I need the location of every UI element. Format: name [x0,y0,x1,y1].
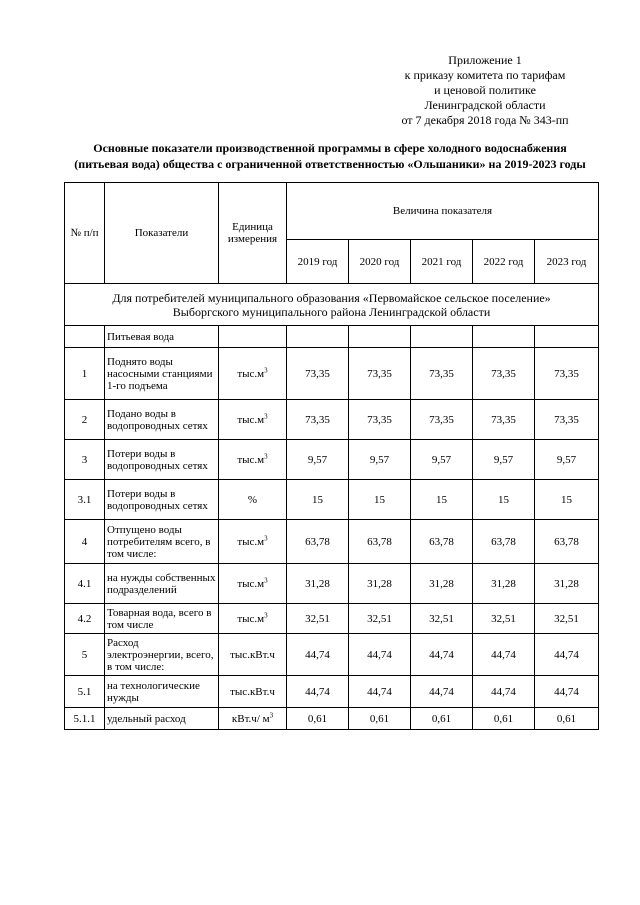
table-row [65,520,599,564]
appendix-line: к приказу комитета по тарифам [404,68,566,82]
value-cell: 31,28 [535,564,599,604]
row-unit [219,480,287,520]
value-cell: 73,35 [535,400,599,440]
row-unit [219,348,287,400]
col-header-indicator: Показатели [105,183,219,284]
year-header: 2021 год [411,240,473,284]
value-cell: 63,78 [287,520,349,564]
table-cell [473,326,535,348]
row-indicator: Подано воды в водопроводных сетях [105,400,219,440]
year-header: 2023 год [535,240,599,284]
unit-text: тыс.м [237,367,265,380]
unit-text: тыс.м [237,612,265,625]
row-number: 5.1 [65,676,105,708]
table-row [65,348,599,400]
unit-exponent: 3 [264,365,268,374]
value-cell: 0,61 [535,708,599,730]
value-cell: 73,35 [473,400,535,440]
table-cell [411,326,473,348]
year-header: 2019 год [287,240,349,284]
table-row [65,676,599,708]
value-cell: 0,61 [473,708,535,730]
unit-exponent: 3 [264,610,268,619]
value-cell: 31,28 [349,564,411,604]
value-cell: 44,74 [473,676,535,708]
table-row [65,400,599,440]
row-unit [219,604,287,634]
value-cell: 9,57 [411,440,473,480]
row-unit [219,520,287,564]
value-cell: 73,35 [535,348,599,400]
row-indicator: на нужды собственных подразделений [105,564,219,604]
value-cell: 44,74 [287,634,349,676]
row-indicator: Потери воды в водопроводных сетях [105,440,219,480]
value-cell: 44,74 [473,634,535,676]
section-line-2: Выборгского муниципального района Ленинградской области [172,304,491,319]
table-cell [65,326,105,348]
table-row [65,634,599,676]
unit-text: тыс.м [237,535,265,548]
value-cell: 44,74 [287,676,349,708]
value-cell: 63,78 [535,520,599,564]
row-number: 3.1 [65,480,105,520]
year-header: 2020 год [349,240,411,284]
row-unit [219,708,287,730]
value-cell: 73,35 [411,400,473,440]
table-row [65,440,599,480]
col-header-value: Величина показателя [287,183,599,240]
row-unit [219,400,287,440]
value-cell: 73,35 [411,348,473,400]
row-number: 3 [65,440,105,480]
unit-text: тыс.м [237,577,265,590]
row-number: 2 [65,400,105,440]
value-cell: 32,51 [473,604,535,634]
value-cell: 44,74 [349,676,411,708]
section-heading [65,284,599,326]
unit-exponent: 3 [264,451,268,460]
indicators-table [64,182,599,730]
row-indicator: на технологические нужды [105,676,219,708]
value-cell: 31,28 [473,564,535,604]
value-cell: 44,74 [349,634,411,676]
value-cell: 73,35 [349,348,411,400]
appendix-line: Ленинградской области [424,98,546,112]
value-cell: 32,51 [411,604,473,634]
appendix-line: Приложение 1 [448,53,522,67]
value-cell: 15 [349,480,411,520]
unit-text: кВт.ч/ м [231,712,270,725]
value-cell: 15 [473,480,535,520]
row-unit [219,564,287,604]
value-cell: 73,35 [473,348,535,400]
title-line-1: Основные показатели производственной программы в сфере холодного водоснабжения [93,141,567,155]
row-indicator: Потери воды в водопроводных сетях [105,480,219,520]
row-number: 1 [65,348,105,400]
value-cell: 9,57 [535,440,599,480]
appendix-line: от 7 декабря 2018 года № 343-пп [401,113,569,127]
table-cell [349,326,411,348]
table-row [65,564,599,604]
appendix-line: и ценовой политике [434,83,536,97]
row-number: 5.1.1 [65,708,105,730]
table-row [65,604,599,634]
table-cell [287,326,349,348]
year-header: 2022 год [473,240,535,284]
col-header-num: № п/п [65,183,105,284]
value-cell: 9,57 [473,440,535,480]
appendix-header [300,53,600,128]
title-line-2: (питьевая вода) общества с ограниченной ответственностью «Ольшаники» на 2019-2023 годы [74,157,586,171]
row-number: 4.2 [65,604,105,634]
table-cell [535,326,599,348]
value-cell: 73,35 [287,348,349,400]
row-number: 5 [65,634,105,676]
value-cell: 32,51 [349,604,411,634]
row-unit [219,440,287,480]
unit-exponent: 3 [264,575,268,584]
value-cell: 0,61 [349,708,411,730]
value-cell: 63,78 [411,520,473,564]
row-number: 4 [65,520,105,564]
value-cell: 63,78 [473,520,535,564]
value-cell: 0,61 [287,708,349,730]
row-indicator: Поднято воды насосными станциями 1-го подъема [105,348,219,400]
row-number: 4.1 [65,564,105,604]
value-cell: 44,74 [411,676,473,708]
value-cell: 15 [287,480,349,520]
value-cell: 15 [535,480,599,520]
unit-exponent: 3 [264,533,268,542]
value-cell: 32,51 [287,604,349,634]
unit-text: тыс.м [237,453,265,466]
value-cell: 44,74 [535,634,599,676]
value-cell: 63,78 [349,520,411,564]
row-unit [219,634,287,676]
unit-text: тыс.м [237,413,265,426]
unit-exponent: 3 [264,411,268,420]
col-header-unit: Единица измерения [219,183,287,284]
value-cell: 32,51 [535,604,599,634]
value-cell: 73,35 [349,400,411,440]
value-cell: 44,74 [535,676,599,708]
value-cell: 9,57 [287,440,349,480]
value-cell: 31,28 [411,564,473,604]
value-cell: 44,74 [411,634,473,676]
row-indicator: Отпущено воды потребителям всего, в том числе: [105,520,219,564]
subheader-cell: Питьевая вода [105,326,219,348]
table-row [65,480,599,520]
table-cell [219,326,287,348]
unit-text: тыс.кВт.ч [230,685,275,698]
row-unit [219,676,287,708]
value-cell: 31,28 [287,564,349,604]
unit-text: % [247,493,258,506]
value-cell: 9,57 [349,440,411,480]
row-indicator: Товарная вода, всего в том числе [105,604,219,634]
row-indicator: Расход электроэнергии, всего, в том числе: [105,634,219,676]
unit-exponent: 3 [269,710,274,719]
document-title [45,140,615,172]
value-cell: 15 [411,480,473,520]
table-row [65,708,599,730]
section-line-1: Для потребителей муниципального образования «Первомайское сельское поселение» [112,290,551,305]
unit-text: тыс.кВт.ч [230,648,275,661]
row-indicator: удельный расход [105,708,219,730]
value-cell: 0,61 [411,708,473,730]
value-cell: 73,35 [287,400,349,440]
